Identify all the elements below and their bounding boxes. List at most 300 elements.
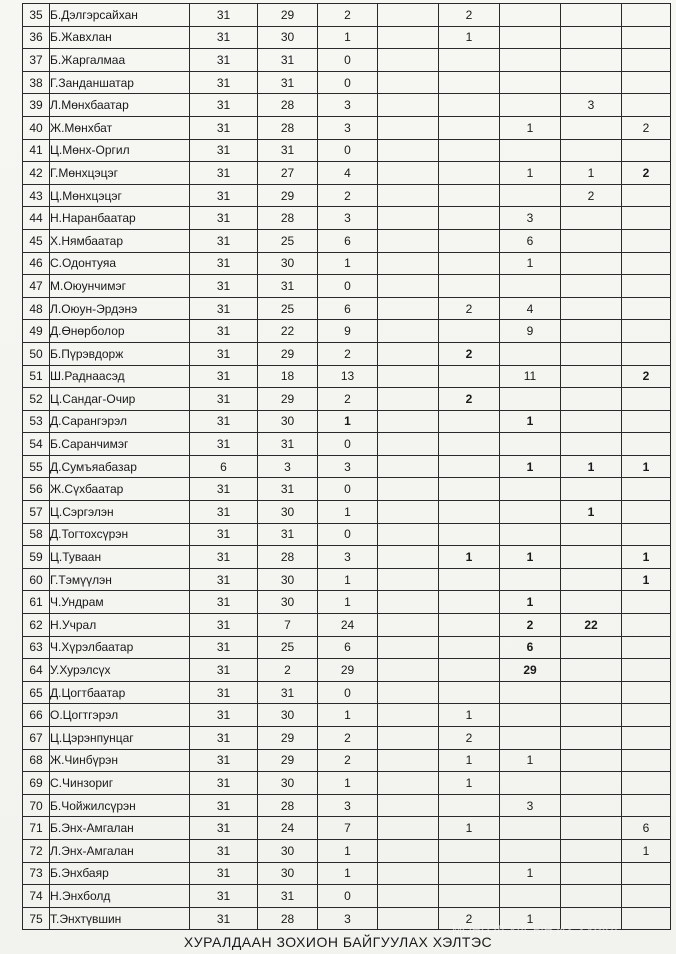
attended-count: 29 [258,342,318,365]
reason-col-2 [439,365,500,388]
reason-col-3 [500,501,561,524]
reason-col-5 [622,794,671,817]
reason-col-3: 4 [500,297,561,320]
total-sessions: 31 [190,297,258,320]
empty-column [378,94,439,117]
table-row [23,49,671,72]
member-name: Б.Энхбаяр [50,862,190,885]
reason-col-4 [561,342,622,365]
total-sessions: 31 [190,342,258,365]
row-number: 53 [23,410,50,433]
reason-col-5: 2 [622,116,671,139]
reason-col-2 [439,184,500,207]
absent-count: 7 [318,817,378,840]
footer-department-title: ХУРАЛДААН ЗОХИОН БАЙГУУЛАХ ХЭЛТЭС [183,934,493,950]
reason-col-5: 1 [622,568,671,591]
empty-column [378,501,439,524]
attended-count: 30 [258,410,318,433]
reason-col-3 [500,839,561,862]
reason-col-3 [500,4,561,27]
reason-col-5 [622,478,671,501]
member-name: Б.Саранчимэг [50,433,190,456]
reason-col-3 [500,885,561,908]
reason-col-4 [561,772,622,795]
absent-count: 2 [318,749,378,772]
reason-col-5 [622,749,671,772]
absent-count: 3 [318,455,378,478]
attended-count: 29 [258,749,318,772]
empty-column [378,727,439,750]
reason-col-5 [622,139,671,162]
reason-col-4 [561,320,622,343]
reason-col-2 [439,478,500,501]
table-row [23,614,671,637]
total-sessions: 31 [190,907,258,930]
reason-col-5: 2 [622,162,671,185]
reason-col-5: 1 [622,455,671,478]
table-row [23,388,671,411]
reason-col-5 [622,320,671,343]
absent-count: 29 [318,659,378,682]
reason-col-2 [439,501,500,524]
reason-col-3 [500,681,561,704]
table-row [23,275,671,298]
reason-col-5 [622,501,671,524]
attendance-table-body [23,4,671,930]
reason-col-4 [561,410,622,433]
empty-column [378,229,439,252]
total-sessions: 31 [190,659,258,682]
attended-count: 3 [258,455,318,478]
total-sessions: 31 [190,49,258,72]
attended-count: 2 [258,659,318,682]
member-name: Ц.Туваан [50,546,190,569]
reason-col-4 [561,794,622,817]
reason-col-5 [622,71,671,94]
reason-col-2 [439,162,500,185]
reason-col-5 [622,410,671,433]
member-name: М.Оюунчимэг [50,275,190,298]
row-number: 47 [23,275,50,298]
row-number: 61 [23,591,50,614]
reason-col-2: 1 [439,704,500,727]
reason-col-2: 1 [439,749,500,772]
total-sessions: 31 [190,207,258,230]
attended-count: 28 [258,546,318,569]
absent-count: 1 [318,568,378,591]
total-sessions: 6 [190,455,258,478]
total-sessions: 31 [190,410,258,433]
table-row [23,94,671,117]
reason-col-3: 1 [500,162,561,185]
absent-count: 0 [318,49,378,72]
attended-count: 31 [258,433,318,456]
reason-col-5: 2 [622,365,671,388]
absent-count: 4 [318,162,378,185]
attended-count: 31 [258,523,318,546]
reason-col-3: 1 [500,591,561,614]
reason-col-3 [500,772,561,795]
attended-count: 30 [258,591,318,614]
attendance-table [22,3,671,930]
reason-col-2 [439,252,500,275]
reason-col-2: 1 [439,817,500,840]
row-number: 48 [23,297,50,320]
empty-column [378,546,439,569]
reason-col-2 [439,410,500,433]
attended-count: 31 [258,885,318,908]
absent-count: 3 [318,116,378,139]
attended-count: 29 [258,727,318,750]
absent-count: 6 [318,297,378,320]
reason-col-5: 1 [622,546,671,569]
empty-column [378,478,439,501]
reason-col-4 [561,207,622,230]
absent-count: 6 [318,229,378,252]
absent-count: 0 [318,523,378,546]
row-number: 46 [23,252,50,275]
attended-count: 30 [258,704,318,727]
row-number: 42 [23,162,50,185]
reason-col-2 [439,433,500,456]
reason-col-4: 1 [561,162,622,185]
reason-col-5 [622,591,671,614]
reason-col-4 [561,49,622,72]
attended-count: 18 [258,365,318,388]
reason-col-2 [439,794,500,817]
attended-count: 24 [258,817,318,840]
reason-col-4 [561,478,622,501]
total-sessions: 31 [190,229,258,252]
total-sessions: 31 [190,523,258,546]
table-row [23,659,671,682]
absent-count: 1 [318,772,378,795]
total-sessions: 31 [190,26,258,49]
absent-count: 3 [318,546,378,569]
empty-column [378,139,439,162]
empty-column [378,275,439,298]
table-row [23,817,671,840]
empty-column [378,614,439,637]
absent-count: 1 [318,839,378,862]
row-number: 58 [23,523,50,546]
empty-column [378,636,439,659]
attended-count: 31 [258,478,318,501]
member-name: Ж.Сүхбаатар [50,478,190,501]
member-name: Б.Пүрэвдорж [50,342,190,365]
absent-count: 0 [318,885,378,908]
total-sessions: 31 [190,636,258,659]
empty-column [378,4,439,27]
total-sessions: 31 [190,591,258,614]
total-sessions: 31 [190,252,258,275]
reason-col-3 [500,184,561,207]
reason-col-3 [500,94,561,117]
attended-count: 30 [258,862,318,885]
total-sessions: 31 [190,388,258,411]
reason-col-2 [439,207,500,230]
member-name: Ц.Мөнхцэцэг [50,184,190,207]
reason-col-5 [622,614,671,637]
table-row [23,320,671,343]
member-name: Ж.Чинбүрэн [50,749,190,772]
attended-count: 31 [258,49,318,72]
reason-col-3: 3 [500,794,561,817]
empty-column [378,297,439,320]
reason-col-2 [439,568,500,591]
attended-count: 29 [258,4,318,27]
total-sessions: 31 [190,184,258,207]
attended-count: 28 [258,116,318,139]
total-sessions: 31 [190,365,258,388]
absent-count: 2 [318,184,378,207]
reason-col-4 [561,885,622,908]
row-number: 73 [23,862,50,885]
reason-col-3 [500,568,561,591]
table-row [23,727,671,750]
row-number: 56 [23,478,50,501]
absent-count: 3 [318,207,378,230]
reason-col-5 [622,433,671,456]
row-number: 55 [23,455,50,478]
attended-count: 30 [258,839,318,862]
reason-col-2: 2 [439,727,500,750]
reason-col-5 [622,94,671,117]
member-name: О.Цогтгэрэл [50,704,190,727]
table-row [23,229,671,252]
table-row [23,207,671,230]
table-row [23,794,671,817]
empty-column [378,207,439,230]
reason-col-4 [561,704,622,727]
reason-col-3: 3 [500,207,561,230]
reason-col-2 [439,614,500,637]
empty-column [378,907,439,930]
table-row [23,546,671,569]
member-name: Ц.Сэргэлэн [50,501,190,524]
member-name: Ц.Сандаг-Очир [50,388,190,411]
attended-count: 28 [258,207,318,230]
empty-column [378,26,439,49]
attended-count: 25 [258,636,318,659]
total-sessions: 31 [190,4,258,27]
table-row [23,591,671,614]
total-sessions: 31 [190,772,258,795]
reason-col-5 [622,252,671,275]
table-row [23,478,671,501]
table-row [23,433,671,456]
reason-col-4 [561,139,622,162]
reason-col-3: 6 [500,229,561,252]
reason-col-2: 2 [439,4,500,27]
total-sessions: 31 [190,501,258,524]
member-name: Ч.Ундрам [50,591,190,614]
absent-count: 0 [318,433,378,456]
attended-count: 30 [258,26,318,49]
empty-column [378,365,439,388]
reason-col-4 [561,817,622,840]
table-row [23,365,671,388]
row-number: 71 [23,817,50,840]
row-number: 66 [23,704,50,727]
member-name: Г.Занданшатар [50,71,190,94]
reason-col-5 [622,275,671,298]
reason-col-4: 22 [561,614,622,637]
absent-count: 0 [318,681,378,704]
reason-col-4 [561,275,622,298]
member-name: Н.Энхболд [50,885,190,908]
total-sessions: 31 [190,162,258,185]
reason-col-3 [500,275,561,298]
empty-column [378,659,439,682]
reason-col-4 [561,26,622,49]
empty-column [378,681,439,704]
row-number: 64 [23,659,50,682]
reason-col-4: 1 [561,455,622,478]
attended-count: 31 [258,71,318,94]
empty-column [378,839,439,862]
member-name: Ш.Раднаасэд [50,365,190,388]
reason-col-3: 1 [500,252,561,275]
reason-col-5 [622,523,671,546]
table-row [23,116,671,139]
total-sessions: 31 [190,116,258,139]
reason-col-3: 1 [500,749,561,772]
table-row [23,71,671,94]
empty-column [378,591,439,614]
reason-col-5 [622,4,671,27]
empty-column [378,749,439,772]
reason-col-4 [561,568,622,591]
reason-col-2 [439,71,500,94]
attended-count: 25 [258,297,318,320]
row-number: 65 [23,681,50,704]
empty-column [378,885,439,908]
row-number: 43 [23,184,50,207]
total-sessions: 31 [190,94,258,117]
member-name: Г.Мөнхцэцэг [50,162,190,185]
reason-col-2 [439,275,500,298]
member-name: Л.Оюун-Эрдэнэ [50,297,190,320]
attended-count: 22 [258,320,318,343]
absent-count: 1 [318,501,378,524]
absent-count: 6 [318,636,378,659]
reason-col-3 [500,727,561,750]
absent-count: 2 [318,388,378,411]
member-name: Ц.Мөнх-Оргил [50,139,190,162]
reason-col-3: 1 [500,116,561,139]
empty-column [378,455,439,478]
reason-col-4 [561,433,622,456]
reason-col-2 [439,636,500,659]
absent-count: 0 [318,139,378,162]
member-name: Г.Тэмүүлэн [50,568,190,591]
member-name: Н.Учрал [50,614,190,637]
reason-col-5 [622,772,671,795]
row-number: 45 [23,229,50,252]
row-number: 52 [23,388,50,411]
table-row [23,4,671,27]
total-sessions: 31 [190,71,258,94]
reason-col-2 [439,94,500,117]
reason-col-4 [561,4,622,27]
reason-col-3 [500,139,561,162]
table-row [23,681,671,704]
reason-col-2 [439,681,500,704]
table-row [23,162,671,185]
attended-count: 7 [258,614,318,637]
row-number: 36 [23,26,50,49]
empty-column [378,433,439,456]
empty-column [378,568,439,591]
absent-count: 2 [318,727,378,750]
empty-column [378,862,439,885]
reason-col-2: 2 [439,388,500,411]
total-sessions: 31 [190,614,258,637]
row-number: 35 [23,4,50,27]
reason-col-5 [622,907,671,930]
reason-col-4 [561,839,622,862]
empty-column [378,704,439,727]
row-number: 37 [23,49,50,72]
table-row [23,568,671,591]
member-name: Ч.Хүрэлбаатар [50,636,190,659]
table-row [23,704,671,727]
empty-column [378,388,439,411]
reason-col-3: 1 [500,862,561,885]
reason-col-3 [500,388,561,411]
absent-count: 3 [318,907,378,930]
row-number: 67 [23,727,50,750]
row-number: 63 [23,636,50,659]
table-row [23,252,671,275]
total-sessions: 31 [190,681,258,704]
absent-count: 0 [318,478,378,501]
row-number: 60 [23,568,50,591]
reason-col-5 [622,659,671,682]
table-row [23,772,671,795]
empty-column [378,772,439,795]
total-sessions: 31 [190,433,258,456]
reason-col-4 [561,229,622,252]
reason-col-4 [561,365,622,388]
row-number: 69 [23,772,50,795]
reason-col-3 [500,71,561,94]
reason-col-2 [439,139,500,162]
row-number: 38 [23,71,50,94]
total-sessions: 31 [190,704,258,727]
reason-col-5 [622,184,671,207]
absent-count: 2 [318,4,378,27]
total-sessions: 31 [190,749,258,772]
empty-column [378,162,439,185]
reason-col-4 [561,636,622,659]
table-row [23,139,671,162]
row-number: 72 [23,839,50,862]
reason-col-5 [622,727,671,750]
attended-count: 27 [258,162,318,185]
reason-col-2: 1 [439,546,500,569]
reason-col-3: 6 [500,636,561,659]
row-number: 50 [23,342,50,365]
reason-col-2 [439,523,500,546]
member-name: Б.Дэлгэрсайхан [50,4,190,27]
absent-count: 3 [318,94,378,117]
total-sessions: 31 [190,568,258,591]
reason-col-3: 1 [500,455,561,478]
row-number: 40 [23,116,50,139]
total-sessions: 31 [190,727,258,750]
